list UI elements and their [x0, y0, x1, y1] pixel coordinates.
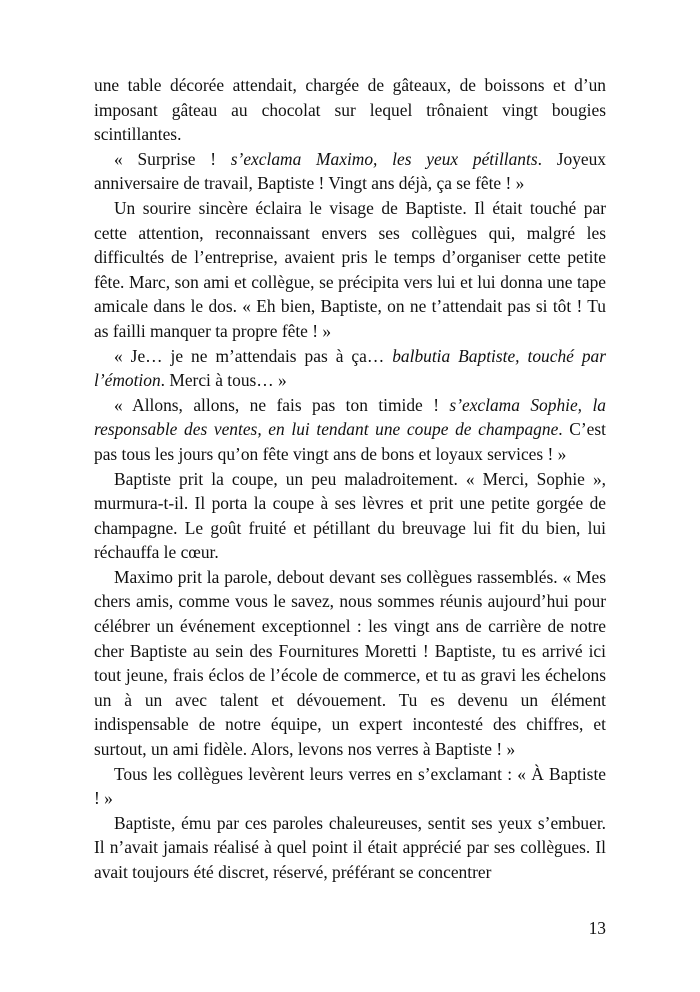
italic-run: s’exclama Maximo, les yeux pétillants	[230, 148, 538, 169]
paragraph	[94, 811, 606, 885]
text-run: Tous les collègues levèrent leurs verres en s’exclamant : « À Baptiste ! »	[94, 763, 606, 809]
italic-run: s’exclama Sophie, la responsable des ventes, en lui tendant une coupe de champagne	[94, 394, 606, 440]
text-run: . Merci à tous… »	[160, 370, 287, 391]
text-run: « Surprise !	[114, 148, 231, 169]
text-run: Un sourire sincère éclaira le visage de Baptiste. Il était touché par cette attention, reconnaissant envers ses collègues qui, malgré les difficultés de l’entreprise, avaient pris le temps d’organiser cette petite fête. Marc, son ami et collègue, se précipita vers lui et lui donna une tape amicale dans le dos. « Eh bien, Baptiste, on ne t’attendait pas si tôt ! Tu as failli manquer ta propre fête ! »	[94, 197, 606, 341]
text-run: « Je… je ne m’attendais pas à ça…	[114, 345, 393, 366]
paragraph	[94, 565, 606, 762]
paragraph	[94, 196, 606, 344]
paragraph	[94, 393, 606, 467]
text-run: « Allons, allons, ne fais pas ton timide !	[114, 394, 450, 415]
paragraph	[94, 467, 606, 565]
text-run: . C’est pas tous les jours qu’on fête vingt ans de bons et loyaux services ! »	[94, 419, 606, 464]
paragraph	[94, 73, 606, 147]
text-run: . Joyeux anniversaire de travail, Baptiste ! Vingt ans déjà, ça se fête ! »	[94, 148, 606, 194]
text-run: Baptiste, ému par ces paroles chaleureuses, sentit ses yeux s’embuer. Il n’avait jamais réalisé à quel point il était apprécié par ses collègues. Il avait toujours été discret, réservé, préférant se concentrer	[94, 812, 606, 882]
paragraph	[94, 147, 606, 196]
text-run: une table décorée attendait, chargée de gâteaux, de boissons et d’un imposant gâteau au chocolat sur lequel trônaient vingt bougies scintillantes.	[94, 75, 606, 145]
paragraph	[94, 762, 606, 811]
paragraph	[94, 344, 606, 393]
text-run: Maximo prit la parole, debout devant ses collègues rassemblés. « Mes chers amis, comme vous le savez, nous sommes réunis aujourd’hui pour célébrer un événement exceptionnel : les vingt ans de carrière de notre cher Baptiste au sein des Fournitures Moretti ! Baptiste, tu es arrivé ici tout jeune, frais éclos de l’école de commerce, et tu as gravi les échelons un à un avec talent et dévouement. Tu es devenu un élément indispensable de notre équipe, un expert incontesté des chiffres, et surtout, un ami fidèle. Alors, levons nos verres à Baptiste ! »	[94, 566, 606, 760]
body-text	[94, 73, 606, 885]
italic-run: balbutia Baptiste, touché par l’émotion	[94, 345, 606, 391]
page-number: 13	[588, 918, 606, 938]
text-run: Baptiste prit la coupe, un peu maladroitement. « Merci, Sophie », murmura-t-il. Il porta la coupe à ses lèvres et prit une petite gorgée de champagne. Le goût fruité et pétillant du breuvage lui fit du bien, lui réchauffa le cœur.	[94, 468, 606, 563]
